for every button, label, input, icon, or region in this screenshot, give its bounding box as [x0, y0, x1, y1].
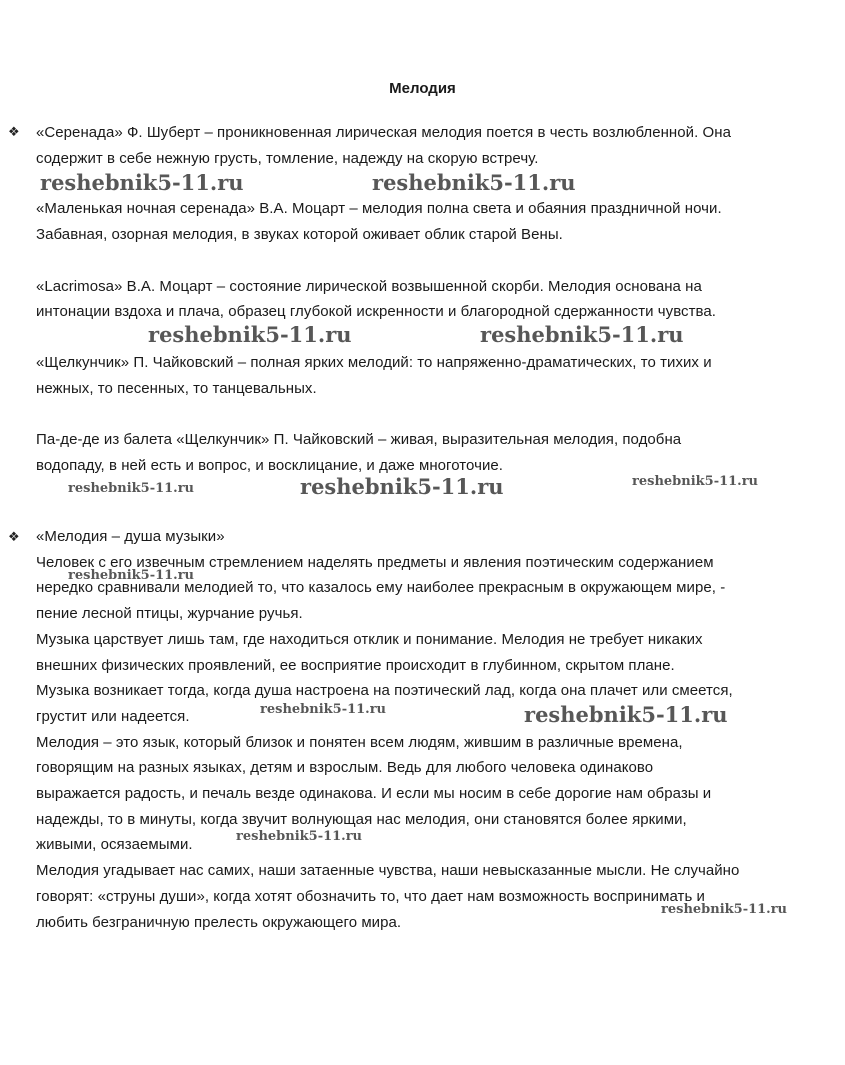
text-line: содержит в себе нежную грусть, томление, надежду на скорую встречу.	[36, 149, 539, 167]
watermark: reshebnik5-11.ru	[68, 481, 195, 496]
text-line: Забавная, озорная мелодия, в звуках которой оживает облик старой Вены.	[36, 226, 563, 244]
bullet-icon: ❖	[8, 124, 20, 139]
text-line: пение лесной птицы, журчание ручья.	[36, 605, 303, 623]
text-line: надежды, то в минуты, когда звучит волнующая нас мелодия, они становятся более яркими,	[36, 810, 687, 828]
page-title: Мелодия	[389, 80, 456, 97]
text-line: говорящим на разных языках, детям и взрослым. Ведь для любого человека одинаково	[36, 759, 654, 777]
text-line: Мелодия – это язык, который близок и понятен всем людям, жившим в различные времена,	[36, 733, 683, 751]
watermark: reshebnik5-11.ru	[372, 170, 576, 195]
watermark: reshebnik5-11.ru	[148, 322, 352, 347]
text-line: «Серенада» Ф. Шуберт – проникновенная лирическая мелодия поется в честь возлюбленной. Она	[36, 124, 731, 141]
text-line: нежных, то песенных, то танцевальных.	[36, 379, 317, 397]
text-line: Музыка царствует лишь там, где находиться отклик и понимание. Мелодия не требует никаких	[36, 630, 703, 648]
text-line: Мелодия угадывает нас самих, наши затаенные чувства, наши невысказанные мысли. Не случайно	[36, 862, 740, 880]
watermark: reshebnik5-11.ru	[300, 474, 504, 499]
text-line: выражается радость, и печаль везде одинакова. И если мы носим в себе дорогие нам образы и	[36, 785, 712, 803]
text-line: любить безграничную прелесть окружающего мира.	[36, 913, 402, 931]
text-line: грустит или надеется.	[36, 707, 190, 725]
watermark: reshebnik5-11.ru	[661, 902, 788, 917]
section-melody-soul	[36, 524, 816, 935]
text-line: Человек с его извечным стремлением наделять предметы и явления поэтическим содержанием	[36, 553, 714, 571]
blank-line	[36, 248, 816, 274]
text-line: Па-де-де из балета «Щелкунчик» П. Чайковский – живая, выразительная мелодия, подобна	[36, 431, 682, 448]
text-line: интонации вздоха и плача, образец глубокой искренности и благородной сдержанности чувства.	[36, 303, 716, 321]
text-line: «Щелкунчик» П. Чайковский – полная ярких мелодий: то напряженно-драматических, то тихих и	[36, 353, 712, 371]
section-heading: «Мелодия – душа музыки»	[36, 528, 225, 545]
watermark: reshebnik5-11.ru	[68, 568, 195, 583]
watermark: reshebnik5-11.ru	[480, 322, 684, 347]
text-line: живыми, осязаемыми.	[36, 836, 193, 854]
bullet-icon: ❖	[8, 529, 20, 544]
text-line: водопаду, в ней есть и вопрос, и восклицание, и даже многоточие.	[36, 456, 504, 474]
text-line: Музыка возникает тогда, когда душа настроена на поэтический лад, когда она плачет или смеется,	[36, 682, 733, 700]
watermark: reshebnik5-11.ru	[236, 829, 363, 844]
watermark: reshebnik5-11.ru	[40, 170, 244, 195]
blank-line	[36, 401, 816, 427]
text-line: говорят: «струны души», когда хотят обозначить то, что дает нам возможность воспринимать и	[36, 887, 705, 905]
watermark: reshebnik5-11.ru	[260, 702, 387, 717]
watermark: reshebnik5-11.ru	[632, 474, 759, 489]
text-line: внешних физических проявлений, ее восприятие происходит в глубинном, скрытом плане.	[36, 656, 675, 674]
text-line: нередко сравнивали мелодией то, что казалось ему наиболее прекрасным в окружающем мире, -	[36, 579, 726, 597]
text-line: «Lacrimosa» В.А. Моцарт – состояние лирической возвышенной скорби. Мелодия основана на	[36, 277, 702, 295]
watermark: reshebnik5-11.ru	[524, 702, 728, 727]
text-line: «Маленькая ночная серенада» В.А. Моцарт – мелодия полна света и обаяния праздничной ночи.	[36, 200, 722, 218]
